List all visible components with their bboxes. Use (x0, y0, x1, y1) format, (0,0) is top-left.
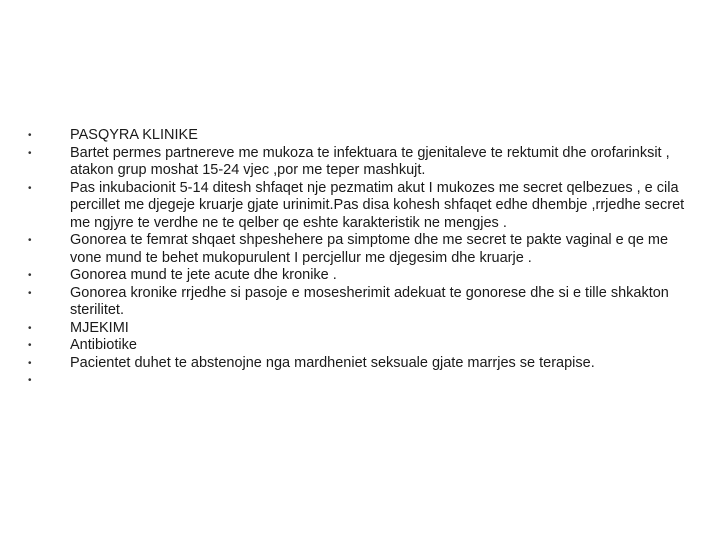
bullet-text: Gonorea mund te jete acute dhe kronike . (70, 267, 337, 283)
list-item (28, 320, 688, 338)
bullet-dot: • (28, 235, 32, 246)
bullet-text: Gonorea kronike rrjedhe si pasoje e mosesherimit adekuat te gonorese dhe si e tille shkakton sterilitet. (70, 284, 669, 318)
bullet-dot: • (28, 357, 32, 369)
bullet-text: Pacientet duhet te abstenojne nga mardheniet seksuale gjate marrjes se terapise. (70, 354, 595, 371)
bullet-dot: • (28, 147, 32, 159)
list-item (28, 145, 688, 180)
bullet-text: Antibiotike (70, 337, 137, 353)
bullet-dot: • (28, 322, 32, 334)
bullet-dot: • (28, 130, 32, 141)
bullet-text: Gonorea te femrat shqaet shpeshehere pa simptome dhe me secret te pakte vaginal e qe me vone mund te behet mukopurulent I percjellur me djegesim dhe kruarje . (70, 232, 669, 266)
bullet-dot: • (28, 270, 32, 281)
list-item (28, 232, 688, 267)
bullet-text (70, 372, 688, 390)
list-item (28, 337, 688, 355)
list-item (28, 355, 688, 373)
list-item (28, 285, 688, 320)
list-item (28, 372, 688, 390)
bullet-dot: • (28, 287, 32, 299)
bullet-text: PASQYRA KLINIKE (70, 127, 198, 143)
bullet-list (28, 127, 688, 390)
list-item (28, 127, 688, 145)
bullet-dot: • (28, 182, 32, 194)
bullet-text: MJEKIMI (70, 319, 129, 336)
bullet-dot: • (28, 340, 32, 351)
bullet-text: Pas inkubacionit 5-14 ditesh shfaqet nje pezmatim akut I mukozes me secret qelbezues , e cila percillet me djegeje kruarje gjate urinimit.Pas disa kohesh shfaqet edhe dhembje ,rrjedhe secret me ngjyre te verdhe ne te qelber qe eshte karakteristik ne mengjes . (70, 179, 685, 231)
bullet-text: Bartet permes partnereve me mukoza te infektuara te gjenitaleve te rektumit dhe orofarinksit , atakon grup moshat 15-24 vjec ,por me teper mashkujt. (70, 144, 670, 178)
bullet-dot: • (28, 375, 32, 386)
list-item (28, 180, 688, 233)
list-item (28, 267, 688, 285)
